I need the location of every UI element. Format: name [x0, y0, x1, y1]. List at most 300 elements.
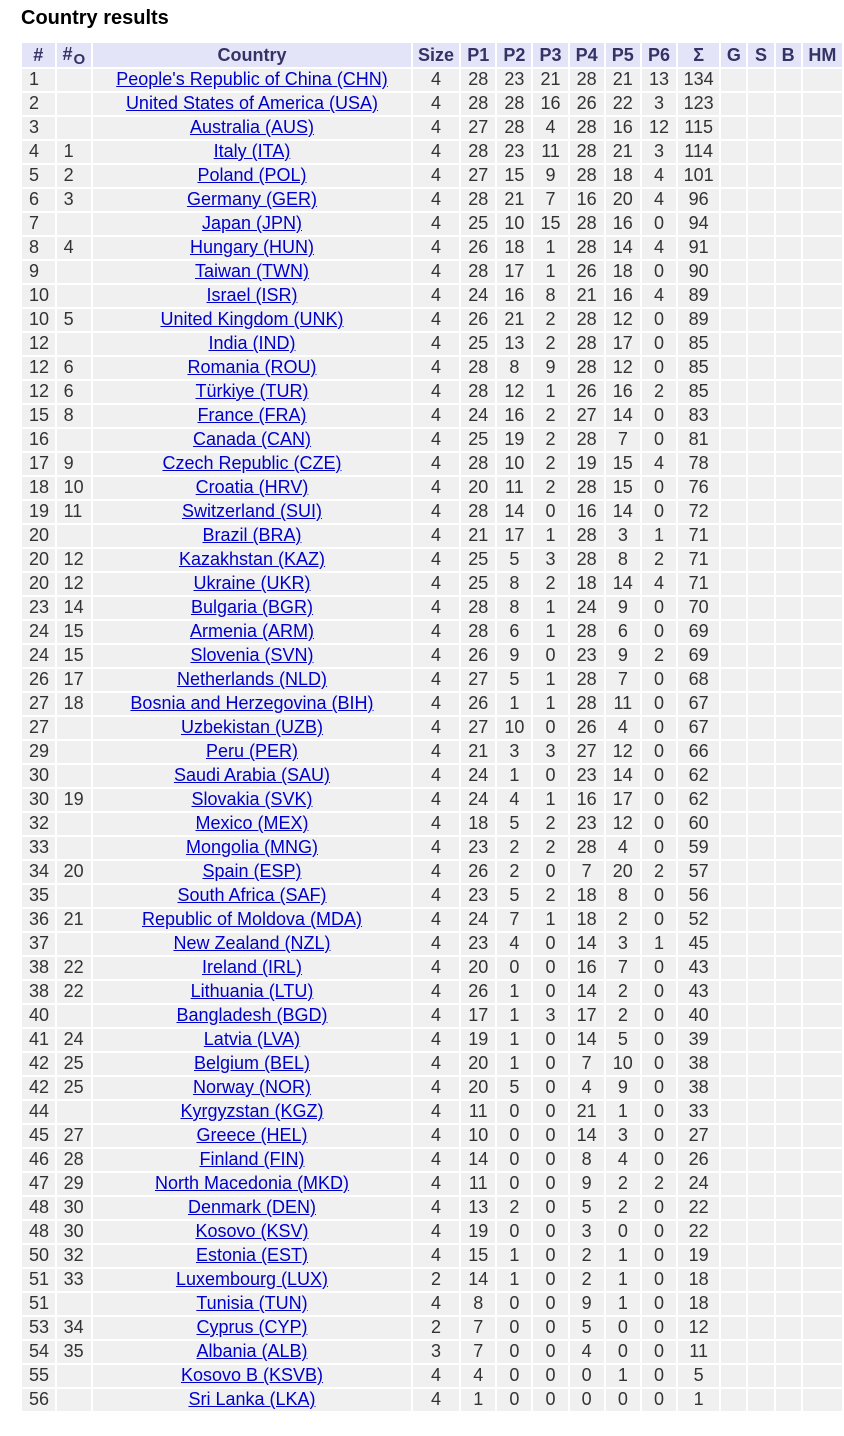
rank-female-cell: 6 — [57, 381, 91, 403]
silver-cell — [748, 1077, 773, 1099]
rank-cell: 26 — [22, 669, 55, 691]
country-link[interactable]: Slovakia (SVK) — [191, 789, 313, 809]
total-cell: 85 — [678, 381, 719, 403]
country-link[interactable]: Mexico (MEX) — [195, 813, 309, 833]
p5-cell: 9 — [606, 645, 640, 667]
rank-cell: 12 — [22, 333, 55, 355]
p6-cell: 13 — [642, 69, 676, 91]
country-link[interactable]: Sri Lanka (LKA) — [188, 1389, 316, 1409]
country-link[interactable]: Ukraine (UKR) — [193, 573, 311, 593]
country-link[interactable]: Italy (ITA) — [213, 141, 291, 161]
country-cell — [93, 621, 411, 643]
p3-cell: 11 — [533, 141, 567, 163]
p1-cell: 23 — [461, 837, 495, 859]
country-link[interactable]: New Zealand (NZL) — [173, 933, 331, 953]
table-row — [22, 381, 842, 403]
size-cell: 4 — [413, 1149, 459, 1171]
country-link[interactable]: Republic of Moldova (MDA) — [141, 909, 363, 929]
p6-cell: 0 — [642, 309, 676, 331]
p5-cell: 22 — [606, 93, 640, 115]
hm-cell — [803, 621, 842, 643]
rank-female-cell: 28 — [57, 1149, 91, 1171]
p2-cell: 1 — [497, 765, 531, 787]
country-link[interactable]: Uzbekistan (UZB) — [180, 717, 323, 737]
country-link[interactable]: Kosovo B (KSVB) — [180, 1365, 324, 1385]
country-link[interactable]: Romania (ROU) — [187, 357, 317, 377]
country-link[interactable]: Canada (CAN) — [192, 429, 312, 449]
country-link[interactable]: Taiwan (TWN) — [194, 261, 309, 281]
total-cell: 71 — [678, 573, 719, 595]
silver-cell — [748, 525, 773, 547]
p1-cell: 1 — [461, 1389, 495, 1411]
size-cell: 4 — [413, 285, 459, 307]
country-cell — [93, 1245, 411, 1267]
p2-cell: 0 — [497, 957, 531, 979]
country-link[interactable]: Ireland (IRL) — [201, 957, 303, 977]
hm-cell — [803, 1341, 842, 1363]
p5-cell: 14 — [606, 573, 640, 595]
country-cell — [93, 69, 411, 91]
country-link[interactable]: North Macedonia (MKD) — [154, 1173, 350, 1193]
rank-cell: 12 — [22, 381, 55, 403]
rank-cell: 41 — [22, 1029, 55, 1051]
country-cell — [93, 909, 411, 931]
hm-cell — [803, 1005, 842, 1027]
p5-cell: 20 — [606, 189, 640, 211]
hm-cell — [803, 237, 842, 259]
table-row — [22, 261, 842, 283]
rank-cell: 5 — [22, 165, 55, 187]
p3-cell: 2 — [533, 573, 567, 595]
hm-cell — [803, 1173, 842, 1195]
country-cell — [93, 837, 411, 859]
p4-cell: 28 — [570, 117, 604, 139]
header-rank: # — [22, 43, 55, 67]
p2-cell: 12 — [497, 381, 531, 403]
header-silver: S — [748, 43, 773, 67]
country-link[interactable]: Germany (GER) — [186, 189, 317, 209]
gold-cell — [721, 669, 746, 691]
results-body — [22, 69, 842, 1411]
silver-cell — [748, 1149, 773, 1171]
hm-cell — [803, 1053, 842, 1075]
table-row — [22, 1221, 842, 1243]
silver-cell — [748, 381, 773, 403]
country-link[interactable]: South Africa (SAF) — [177, 885, 327, 905]
p6-cell: 1 — [642, 933, 676, 955]
p2-cell: 1 — [497, 693, 531, 715]
p3-cell: 0 — [533, 981, 567, 1003]
rank-cell: 4 — [22, 141, 55, 163]
p5-cell: 2 — [606, 909, 640, 931]
p3-cell: 0 — [533, 861, 567, 883]
p3-cell: 0 — [533, 933, 567, 955]
total-cell: 26 — [678, 1149, 719, 1171]
p1-cell: 17 — [461, 1005, 495, 1027]
size-cell: 4 — [413, 261, 459, 283]
rank-female-cell: 33 — [57, 1269, 91, 1291]
country-link[interactable]: Armenia (ARM) — [189, 621, 314, 641]
p5-cell: 0 — [606, 1221, 640, 1243]
silver-cell — [748, 309, 773, 331]
country-cell — [93, 693, 411, 715]
p3-cell: 9 — [533, 357, 567, 379]
country-link[interactable]: Greece (HEL) — [196, 1125, 308, 1145]
silver-cell — [748, 357, 773, 379]
silver-cell — [748, 213, 773, 235]
p2-cell: 28 — [497, 117, 531, 139]
p2-cell: 21 — [497, 309, 531, 331]
silver-cell — [748, 405, 773, 427]
total-cell: 85 — [678, 333, 719, 355]
country-link[interactable]: Kosovo (KSV) — [195, 1221, 309, 1241]
country-link[interactable]: Australia (AUS) — [189, 117, 314, 137]
country-link[interactable]: Albania (ALB) — [196, 1341, 308, 1361]
bronze-cell — [776, 669, 801, 691]
gold-cell — [721, 1005, 746, 1027]
bronze-cell — [776, 477, 801, 499]
p3-cell: 0 — [533, 501, 567, 523]
p6-cell: 12 — [642, 117, 676, 139]
country-link[interactable]: Croatia (HRV) — [195, 477, 309, 497]
total-cell: 72 — [678, 501, 719, 523]
rank-female-cell: 24 — [57, 1029, 91, 1051]
bronze-cell — [776, 1317, 801, 1339]
bronze-cell — [776, 1125, 801, 1147]
total-cell: 43 — [678, 981, 719, 1003]
country-link[interactable]: Cyprus (CYP) — [196, 1317, 308, 1337]
country-cell — [93, 789, 411, 811]
total-cell: 96 — [678, 189, 719, 211]
p1-cell: 7 — [461, 1317, 495, 1339]
bronze-cell — [776, 621, 801, 643]
p2-cell: 5 — [497, 885, 531, 907]
p1-cell: 25 — [461, 573, 495, 595]
rank-cell: 15 — [22, 405, 55, 427]
p1-cell: 26 — [461, 309, 495, 331]
p5-cell: 3 — [606, 933, 640, 955]
total-cell: 12 — [678, 1317, 719, 1339]
hm-cell — [803, 1029, 842, 1051]
gold-cell — [721, 837, 746, 859]
p1-cell: 27 — [461, 117, 495, 139]
rank-female-cell — [57, 261, 91, 283]
gold-cell — [721, 909, 746, 931]
country-cell — [93, 1125, 411, 1147]
size-cell: 4 — [413, 405, 459, 427]
country-cell — [93, 117, 411, 139]
bronze-cell — [776, 333, 801, 355]
country-link[interactable]: Bulgaria (BGR) — [190, 597, 314, 617]
country-link[interactable]: Japan (JPN) — [201, 213, 303, 233]
country-link[interactable]: Mongolia (MNG) — [185, 837, 318, 857]
p6-cell: 0 — [642, 1293, 676, 1315]
p2-cell: 28 — [497, 93, 531, 115]
p2-cell: 1 — [497, 1245, 531, 1267]
country-cell — [93, 1341, 411, 1363]
gold-cell — [721, 1125, 746, 1147]
size-cell: 4 — [413, 669, 459, 691]
total-cell: 83 — [678, 405, 719, 427]
p3-cell: 1 — [533, 621, 567, 643]
p4-cell: 19 — [570, 453, 604, 475]
p2-cell: 16 — [497, 405, 531, 427]
p6-cell: 0 — [642, 1197, 676, 1219]
country-link[interactable]: Türkiye (TUR) — [195, 381, 309, 401]
p5-cell: 4 — [606, 1149, 640, 1171]
rank-cell: 44 — [22, 1101, 55, 1123]
p6-cell: 0 — [642, 741, 676, 763]
p1-cell: 28 — [461, 69, 495, 91]
table-row — [22, 1029, 842, 1051]
p3-cell: 7 — [533, 189, 567, 211]
p1-cell: 26 — [461, 981, 495, 1003]
gold-cell — [721, 309, 746, 331]
country-cell — [93, 1389, 411, 1411]
bronze-cell — [776, 189, 801, 211]
country-link[interactable]: Estonia (EST) — [195, 1245, 309, 1265]
country-link[interactable]: Lithuania (LTU) — [190, 981, 314, 1001]
bronze-cell — [776, 765, 801, 787]
p4-cell: 24 — [570, 597, 604, 619]
country-cell — [93, 549, 411, 571]
table-row — [22, 1365, 842, 1387]
p3-cell: 21 — [533, 69, 567, 91]
hm-cell — [803, 549, 842, 571]
rank-cell: 54 — [22, 1341, 55, 1363]
p3-cell: 1 — [533, 909, 567, 931]
size-cell: 4 — [413, 1029, 459, 1051]
p2-cell: 1 — [497, 1269, 531, 1291]
table-row — [22, 309, 842, 331]
silver-cell — [748, 1101, 773, 1123]
table-row — [22, 885, 842, 907]
table-row — [22, 1197, 842, 1219]
p3-cell: 16 — [533, 93, 567, 115]
p5-cell: 18 — [606, 261, 640, 283]
p4-cell: 8 — [570, 1149, 604, 1171]
bronze-cell — [776, 141, 801, 163]
country-cell — [93, 93, 411, 115]
country-link[interactable]: United States of America (USA) — [125, 93, 379, 113]
size-cell: 4 — [413, 717, 459, 739]
hm-cell — [803, 1317, 842, 1339]
rank-cell: 30 — [22, 765, 55, 787]
size-cell: 4 — [413, 741, 459, 763]
p1-cell: 19 — [461, 1029, 495, 1051]
p2-cell: 4 — [497, 933, 531, 955]
rank-female-cell — [57, 933, 91, 955]
p2-cell: 5 — [497, 813, 531, 835]
p5-cell: 1 — [606, 1245, 640, 1267]
size-cell: 4 — [413, 501, 459, 523]
p5-cell: 0 — [606, 1341, 640, 1363]
hm-cell — [803, 285, 842, 307]
country-link[interactable]: Kyrgyzstan (KGZ) — [180, 1101, 324, 1121]
p2-cell: 17 — [497, 261, 531, 283]
p4-cell: 26 — [570, 717, 604, 739]
p3-cell: 0 — [533, 1317, 567, 1339]
header-p3: P3 — [533, 43, 567, 67]
p1-cell: 20 — [461, 1077, 495, 1099]
p5-cell: 12 — [606, 813, 640, 835]
p6-cell: 0 — [642, 789, 676, 811]
p6-cell: 0 — [642, 597, 676, 619]
p1-cell: 23 — [461, 885, 495, 907]
silver-cell — [748, 1341, 773, 1363]
p4-cell: 18 — [570, 573, 604, 595]
country-link[interactable]: Norway (NOR) — [192, 1077, 311, 1097]
country-link[interactable]: Kazakhstan (KAZ) — [178, 549, 326, 569]
country-link[interactable]: Brazil (BRA) — [202, 525, 302, 545]
rank-female-cell: 22 — [57, 981, 91, 1003]
size-cell: 4 — [413, 309, 459, 331]
hm-cell — [803, 1245, 842, 1267]
header-rank-female: $\#_O$ — [57, 43, 91, 67]
hm-cell — [803, 213, 842, 235]
hm-cell — [803, 453, 842, 475]
rank-female-cell: 12 — [57, 573, 91, 595]
country-link[interactable]: India (IND) — [208, 333, 296, 353]
country-cell — [93, 981, 411, 1003]
silver-cell — [748, 1365, 773, 1387]
hm-cell — [803, 909, 842, 931]
size-cell: 4 — [413, 813, 459, 835]
rank-female-cell — [57, 1101, 91, 1123]
p5-cell: 9 — [606, 597, 640, 619]
p2-cell: 0 — [497, 1221, 531, 1243]
rank-female-cell — [57, 1365, 91, 1387]
total-cell: 62 — [678, 765, 719, 787]
p3-cell: 9 — [533, 165, 567, 187]
country-link[interactable]: Latvia (LVA) — [203, 1029, 301, 1049]
country-cell — [93, 933, 411, 955]
total-cell: 38 — [678, 1077, 719, 1099]
hm-cell — [803, 645, 842, 667]
hm-cell — [803, 933, 842, 955]
p4-cell: 28 — [570, 525, 604, 547]
rank-cell: 48 — [22, 1197, 55, 1219]
p5-cell: 6 — [606, 621, 640, 643]
size-cell: 4 — [413, 525, 459, 547]
bronze-cell — [776, 405, 801, 427]
country-link[interactable]: Poland (POL) — [197, 165, 307, 185]
country-link[interactable]: Denmark (DEN) — [187, 1197, 316, 1217]
country-link[interactable]: Bangladesh (BGD) — [176, 1005, 328, 1025]
country-link[interactable]: Spain (ESP) — [202, 861, 302, 881]
rank-cell: 10 — [22, 309, 55, 331]
p1-cell: 27 — [461, 669, 495, 691]
size-cell: 4 — [413, 93, 459, 115]
rank-female-cell — [57, 837, 91, 859]
p6-cell: 0 — [642, 1077, 676, 1099]
total-cell: 71 — [678, 525, 719, 547]
country-link[interactable]: Saudi Arabia (SAU) — [173, 765, 331, 785]
country-link[interactable]: Tunisia (TUN) — [196, 1293, 308, 1313]
total-cell: 62 — [678, 789, 719, 811]
p2-cell: 21 — [497, 189, 531, 211]
country-link[interactable]: Peru (PER) — [205, 741, 298, 761]
gold-cell — [721, 693, 746, 715]
country-link[interactable]: France (FRA) — [197, 405, 307, 425]
total-cell: 91 — [678, 237, 719, 259]
bronze-cell — [776, 1005, 801, 1027]
rank-female-cell: 6 — [57, 357, 91, 379]
gold-cell — [721, 861, 746, 883]
size-cell: 4 — [413, 885, 459, 907]
silver-cell — [748, 453, 773, 475]
size-cell: 4 — [413, 1053, 459, 1075]
p2-cell: 1 — [497, 1029, 531, 1051]
country-link[interactable]: Belgium (BEL) — [193, 1053, 311, 1073]
gold-cell — [721, 933, 746, 955]
p6-cell: 0 — [642, 1029, 676, 1051]
hm-cell — [803, 1389, 842, 1411]
size-cell: 4 — [413, 1365, 459, 1387]
country-link[interactable]: United Kingdom (UNK) — [160, 309, 344, 329]
p5-cell: 21 — [606, 141, 640, 163]
bronze-cell — [776, 957, 801, 979]
country-link[interactable]: Switzerland (SUI) — [181, 501, 323, 521]
p1-cell: 24 — [461, 765, 495, 787]
country-link[interactable]: Israel (ISR) — [206, 285, 298, 305]
country-link[interactable]: Czech Republic (CZE) — [162, 453, 342, 473]
bronze-cell — [776, 861, 801, 883]
rank-cell: 8 — [22, 237, 55, 259]
p5-cell: 14 — [606, 765, 640, 787]
p5-cell: 8 — [606, 549, 640, 571]
p5-cell: 10 — [606, 1053, 640, 1075]
gold-cell — [721, 213, 746, 235]
rank-cell: 24 — [22, 645, 55, 667]
bronze-cell — [776, 813, 801, 835]
country-link[interactable]: Bosnia and Herzegovina (BIH) — [130, 693, 374, 713]
total-cell: 114 — [678, 141, 719, 163]
size-cell: 4 — [413, 1293, 459, 1315]
total-cell: 45 — [678, 933, 719, 955]
country-link[interactable]: Netherlands (NLD) — [176, 669, 328, 689]
p6-cell: 0 — [642, 813, 676, 835]
p3-cell: 0 — [533, 1269, 567, 1291]
country-link[interactable]: Slovenia (SVN) — [190, 645, 314, 665]
gold-cell — [721, 1053, 746, 1075]
p5-cell: 4 — [606, 837, 640, 859]
silver-cell — [748, 333, 773, 355]
p1-cell: 24 — [461, 285, 495, 307]
total-cell: 11 — [678, 1341, 719, 1363]
rank-cell: 3 — [22, 117, 55, 139]
p6-cell: 0 — [642, 501, 676, 523]
p1-cell: 27 — [461, 165, 495, 187]
size-cell: 4 — [413, 477, 459, 499]
table-row — [22, 1245, 842, 1267]
gold-cell — [721, 813, 746, 835]
p6-cell: 0 — [642, 717, 676, 739]
p4-cell: 2 — [570, 1245, 604, 1267]
table-row — [22, 453, 842, 475]
total-cell: 123 — [678, 93, 719, 115]
hm-cell — [803, 261, 842, 283]
p6-cell: 0 — [642, 837, 676, 859]
silver-cell — [748, 1389, 773, 1411]
country-link[interactable]: Hungary (HUN) — [189, 237, 314, 257]
size-cell: 4 — [413, 957, 459, 979]
country-link[interactable]: People's Republic of China (CHN) — [116, 69, 388, 89]
country-link[interactable]: Luxembourg (LUX) — [175, 1269, 329, 1289]
p6-cell: 3 — [642, 141, 676, 163]
country-link[interactable]: Finland (FIN) — [199, 1149, 305, 1169]
p3-cell: 3 — [533, 1005, 567, 1027]
